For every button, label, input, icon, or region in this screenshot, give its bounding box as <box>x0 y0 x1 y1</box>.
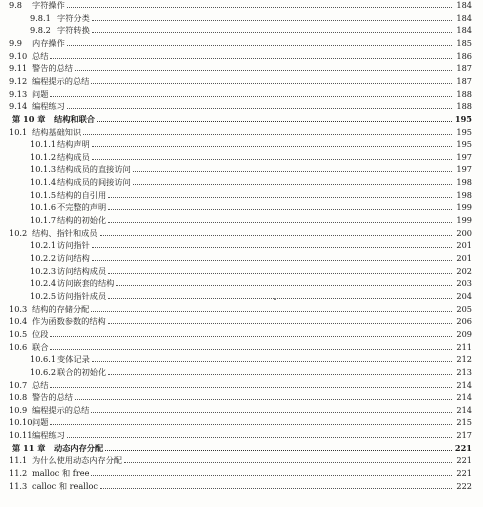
dot-leader <box>91 75 452 84</box>
toc-title: 访问结构 <box>57 253 90 263</box>
dot-leader <box>100 480 452 489</box>
dot-leader <box>108 214 452 223</box>
toc-subsection-row <box>30 290 472 302</box>
toc-subsection-row <box>30 138 472 150</box>
toc-chapter-row <box>12 113 472 125</box>
toc-page-number: 187 <box>456 75 472 86</box>
toc-section-row <box>9 391 472 403</box>
dot-leader <box>108 201 452 210</box>
dot-leader <box>92 24 452 33</box>
dot-leader <box>108 265 452 274</box>
toc-title: 警告的总结 <box>32 392 73 403</box>
dot-leader <box>50 416 452 425</box>
toc-section-row <box>9 62 472 74</box>
toc-page-number: 188 <box>456 88 472 99</box>
toc-page-number: 186 <box>456 50 472 61</box>
dot-leader <box>108 189 452 198</box>
toc-number: 10.1 <box>9 126 28 137</box>
toc-page-number: 214 <box>456 404 472 415</box>
toc-page-number: 221 <box>454 442 472 453</box>
toc-page-number: 197 <box>456 151 472 162</box>
dot-leader <box>133 163 452 172</box>
toc-title: 结构、指针和成员 <box>32 227 98 238</box>
dot-leader <box>67 37 452 46</box>
toc-page-number: 195 <box>454 113 472 124</box>
toc-title: 结构成员 <box>57 151 90 162</box>
dot-leader <box>92 239 452 248</box>
toc-number: 9.12 <box>9 75 28 86</box>
dot-leader <box>92 138 452 147</box>
toc-title: 问题 <box>32 417 49 428</box>
toc-title: 动态内存分配 <box>54 442 104 453</box>
toc-page-number: 222 <box>456 480 472 491</box>
toc-title: 编程练习 <box>32 430 65 441</box>
toc-page-number: 212 <box>456 354 472 365</box>
dot-leader <box>75 391 452 400</box>
toc-number: 10.1.4 <box>30 177 57 188</box>
toc-number: 10.2 <box>9 227 28 238</box>
dot-leader <box>50 88 452 97</box>
dot-leader <box>92 252 452 261</box>
toc-number: 第 11 章 <box>12 442 46 453</box>
toc-title: 联合的初始化 <box>57 366 107 377</box>
dot-leader <box>75 62 452 71</box>
toc-number: 10.6 <box>9 341 28 352</box>
toc-title: 字符操作 <box>32 0 65 10</box>
toc-subsection-row <box>30 214 472 226</box>
toc-number: 10.4 <box>9 316 28 327</box>
toc-title: 结构成员的直接访问 <box>57 164 131 175</box>
toc-section-row <box>9 100 472 112</box>
toc-number: 10.3 <box>9 303 28 314</box>
toc-title: 为什么使用动态内存分配 <box>32 455 123 466</box>
toc-page-number: 200 <box>456 227 472 238</box>
toc-subsection-row <box>30 151 472 163</box>
toc-title: 警告的总结 <box>32 63 73 74</box>
toc-number: 10.2.3 <box>30 265 57 276</box>
toc-title: 结构的自引用 <box>57 189 107 200</box>
dot-leader <box>83 126 452 135</box>
toc-section-row <box>9 328 472 340</box>
toc-number: 10.6.2 <box>30 366 57 377</box>
toc-title: 问题 <box>32 88 49 99</box>
toc-page-number: 217 <box>456 430 472 441</box>
dot-leader <box>50 328 452 337</box>
toc-section-row <box>9 315 472 327</box>
toc-page-number: 201 <box>456 240 472 251</box>
toc-number: 10.2.4 <box>30 278 57 289</box>
dot-leader <box>67 0 452 8</box>
toc-page-number: 221 <box>456 455 472 466</box>
toc-page-number: 198 <box>456 177 472 188</box>
dot-leader <box>92 151 452 160</box>
toc-page-number: 195 <box>456 126 472 137</box>
dot-leader <box>91 467 452 476</box>
dot-leader <box>67 100 452 109</box>
toc-number: 11.2 <box>9 468 28 479</box>
toc-page-number: 184 <box>456 25 472 36</box>
toc-page-number: 204 <box>456 290 472 301</box>
toc-subsection-row <box>30 265 472 277</box>
toc-title: 总结 <box>32 379 49 390</box>
toc-page-number: 195 <box>456 139 472 150</box>
toc-subsection-row <box>30 353 472 365</box>
dot-leader <box>91 404 452 413</box>
toc-number: 10.10 <box>9 417 33 428</box>
scan-speck <box>274 298 276 300</box>
toc-page-number: 203 <box>456 278 472 289</box>
toc-number: 10.2.5 <box>30 290 57 301</box>
dot-leader <box>124 454 452 463</box>
toc-title: 结构和联合 <box>54 113 95 124</box>
toc-title: 访问结构成员 <box>57 265 107 276</box>
toc-section-row <box>9 341 472 353</box>
dot-leader <box>92 12 452 21</box>
toc-title: 编程提示的总结 <box>32 404 90 415</box>
toc-page-number: 201 <box>456 253 472 263</box>
toc-number: 10.1.2 <box>30 151 57 162</box>
toc-subsection-row <box>30 277 472 289</box>
toc-title: malloc 和 free <box>32 468 90 479</box>
toc-subsection-row <box>30 12 472 24</box>
toc-number: 10.1.3 <box>30 164 57 175</box>
toc-number: 10.8 <box>9 392 28 403</box>
toc-section-row <box>9 454 472 466</box>
toc-page-number: 184 <box>456 0 472 10</box>
toc-page-number: 211 <box>456 341 472 352</box>
dot-leader <box>133 176 452 185</box>
dot-leader <box>108 290 452 299</box>
toc-title: 结构声明 <box>57 139 90 150</box>
toc-subsection-row <box>30 189 472 201</box>
toc-number: 第 10 章 <box>12 113 46 124</box>
toc-number: 10.9 <box>9 404 28 415</box>
toc-number: 9.14 <box>9 101 28 112</box>
toc-number: 10.1.7 <box>30 215 57 226</box>
toc-title: 结构基础知识 <box>32 126 82 137</box>
toc-title: 编程练习 <box>32 101 65 112</box>
toc-number: 10.1.5 <box>30 189 57 200</box>
toc-number: 10.2.2 <box>30 253 57 263</box>
toc-number: 11.1 <box>9 455 28 466</box>
toc-page-number: 185 <box>456 37 472 48</box>
toc-number: 9.10 <box>9 50 28 61</box>
toc-subsection-row <box>30 366 472 378</box>
dot-leader <box>97 113 452 122</box>
toc-page-number: 214 <box>456 392 472 403</box>
toc-number: 10.11 <box>9 430 33 441</box>
toc-page-number: 215 <box>456 417 472 428</box>
toc-title: 结构的存储分配 <box>32 303 90 314</box>
toc-number: 10.7 <box>9 379 28 390</box>
toc-page-number: 206 <box>456 316 472 327</box>
toc-page-number: 198 <box>456 189 472 200</box>
toc-section-row <box>9 404 472 416</box>
toc-page-number: 214 <box>456 379 472 390</box>
toc-title: 变体记录 <box>57 354 90 365</box>
toc-number: 9.8 <box>9 0 23 10</box>
toc-page-number: 202 <box>456 265 472 276</box>
toc-title: 位段 <box>32 328 49 339</box>
toc-chapter-row <box>12 442 472 454</box>
toc-page-number: 188 <box>456 101 472 112</box>
toc-page-number: 199 <box>456 202 472 213</box>
toc-title: 总结 <box>32 50 49 61</box>
toc-section-row <box>9 37 472 49</box>
toc-section-row <box>9 429 472 441</box>
dot-leader <box>91 303 452 312</box>
toc-section-row <box>9 126 472 138</box>
toc-section-row <box>9 467 472 479</box>
toc-number: 9.8.1 <box>30 12 51 23</box>
dot-leader <box>116 277 452 286</box>
dot-leader <box>92 353 452 362</box>
toc-page-number: 187 <box>456 63 472 74</box>
dot-leader <box>50 379 452 388</box>
toc-section-row <box>9 75 472 87</box>
toc-subsection-row <box>30 201 472 213</box>
toc-number: 11.3 <box>9 480 28 491</box>
toc-number: 10.5 <box>9 328 28 339</box>
toc-page-number: 197 <box>456 164 472 175</box>
toc-page-number: 209 <box>456 328 472 339</box>
dot-leader <box>100 227 452 236</box>
toc-page-number: 199 <box>456 215 472 226</box>
toc-title: calloc 和 realloc <box>32 480 99 491</box>
toc-title: 结构成员的间接访问 <box>57 177 131 188</box>
toc-section-row <box>9 50 472 62</box>
toc-page-number: 184 <box>456 12 472 23</box>
dot-leader <box>50 50 452 59</box>
toc-number: 10.1.1 <box>30 139 57 150</box>
toc-number: 10.1.6 <box>30 202 57 213</box>
toc-subsection-row <box>30 163 472 175</box>
toc-title: 字符转换 <box>57 25 90 36</box>
toc-number: 9.9 <box>9 37 23 48</box>
toc-subsection-row <box>30 176 472 188</box>
toc-title: 内存操作 <box>32 37 65 48</box>
toc-number: 9.11 <box>9 63 28 74</box>
toc-title: 作为函数参数的结构 <box>32 316 106 327</box>
toc-subsection-row <box>30 24 472 36</box>
toc-title: 访问嵌套的结构 <box>57 278 115 289</box>
toc-page-number: 221 <box>456 468 472 479</box>
toc-title: 联合 <box>32 341 49 352</box>
toc-title: 访问指针成员 <box>57 290 107 301</box>
dot-leader <box>67 429 452 438</box>
dot-leader <box>50 341 452 350</box>
toc-section-row <box>9 0 472 11</box>
toc-title: 访问指针 <box>57 240 90 251</box>
toc-section-row <box>9 480 472 492</box>
toc-subsection-row <box>30 252 472 264</box>
toc-section-row <box>9 227 472 239</box>
dot-leader <box>105 442 452 451</box>
toc-title: 不完整的声明 <box>57 202 107 213</box>
toc-title: 结构的初始化 <box>57 215 107 226</box>
toc-title: 字符分类 <box>57 12 90 23</box>
dot-leader <box>108 366 452 375</box>
toc-section-row <box>9 88 472 100</box>
toc-page-number: 205 <box>456 303 472 314</box>
toc-section-row <box>9 379 472 391</box>
toc-number: 9.8.2 <box>30 25 51 36</box>
dot-leader <box>108 315 452 324</box>
toc-subsection-row <box>30 239 472 251</box>
toc-number: 10.2.1 <box>30 240 57 251</box>
toc-number: 9.13 <box>9 88 28 99</box>
toc-number: 10.6.1 <box>30 354 57 365</box>
toc-title: 编程提示的总结 <box>32 75 90 86</box>
toc-section-row <box>9 416 472 428</box>
toc-page-number: 213 <box>456 366 472 377</box>
toc-section-row <box>9 303 472 315</box>
